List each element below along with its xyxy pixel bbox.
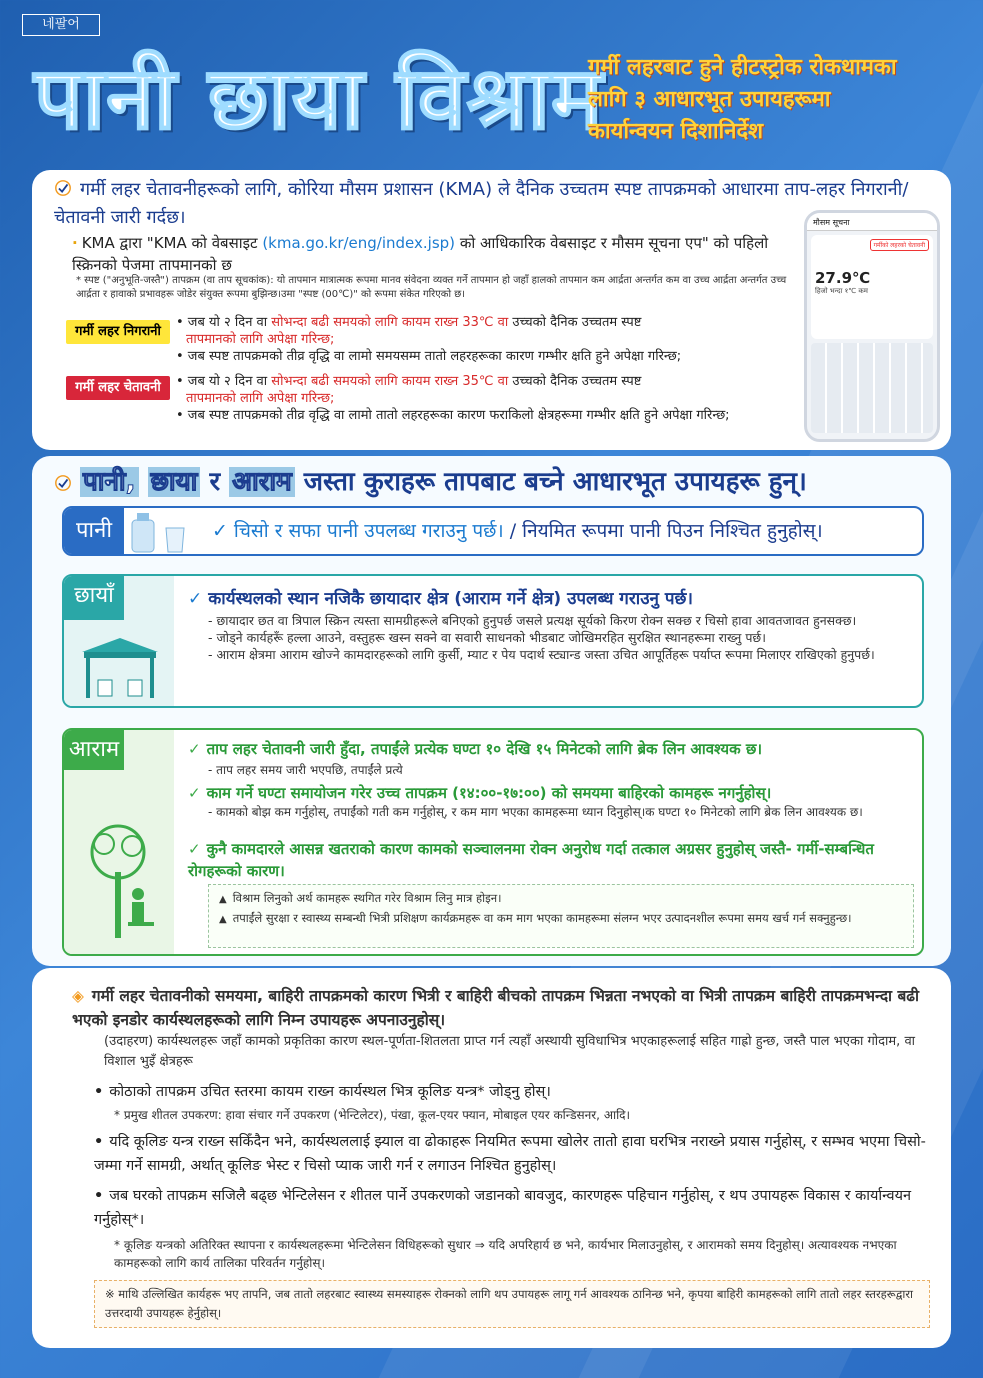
list-item xyxy=(176,314,816,348)
section1-heading xyxy=(54,176,934,232)
weather-card xyxy=(811,235,933,339)
criteria-text: उच्चको दैनिक उच्चतम स्पष्ट xyxy=(508,315,642,330)
rest-heading-text: ताप लहर चेतावनी जारी हुँदा, तपाईंले प्रत्येक घण्टा १० देखि १५ मिनेटको लागि ब्रेक लिन आवश्यक छ। xyxy=(206,740,763,758)
section3-heading-text: गर्मी लहर चेतावनीको समयमा, बाहिरी तापक्रमको कारण भित्री र बाहिरी बीचको तापक्रम भिन्नता नभएको वा भित्री तापक्रम बाहिरी तापक्रमभन्दा बढी भएको इनडोर कार्यस्थलहरूको लागि निम्न उपायहरू अपनाउनुहोस्। xyxy=(72,987,920,1029)
list-item: • जब स्पष्ट तापक्रमको तीव्र वृद्धि वा लामो समयसम्म तातो लहरहरूका कारण गम्भीर क्षति हुने अपेक्षा गरिन्छ; xyxy=(176,349,682,364)
list-item: • जब स्पष्ट तापक्रमको तीव्र वृद्धि वा लामो तातो लहरहरूका कारण फराकिलो क्षेत्रहरूमा गम्भीर क्षति हुने अपेक्षा गरिन्छ; xyxy=(176,408,730,423)
check-icon: ✓ xyxy=(212,520,228,542)
water-text-2: / नियमित रूपमा पानी पिउन निश्चित हुनुहोस्। xyxy=(503,520,823,542)
criteria-highlight: तापमानको लागि अपेक्षा गरिन्छ; xyxy=(186,391,335,406)
check-icon: ✓ xyxy=(188,840,201,858)
check-icon: ✓ xyxy=(188,740,201,758)
apparent-temp-note: * स्पष्ट ("अनुभूति-जस्तै") तापक्रम (वा ताप सूचकांक): यो तापमान मात्रात्मक रूपमा मानव संवेदना व्यक्त गर्ने तापमान हो जहाँ हालको तापमान कम आर्द्रता अन्तर्गत कम वा उच्च आर्द्रता अन्तर्गत उच्च आर्द्रता र हावाको प्रभावहरू जोडेर संयुक्त रूपमा बुझिन्छ।उमा "स्पष्ट (00℃)" को रूपमा संकेत गरिएको छ। xyxy=(76,275,787,300)
page-subtitle xyxy=(588,52,968,148)
shade-heading-text: कार्यस्थलको स्थान नजिकै छायादार क्षेत्र (आराम गर्ने क्षेत्र) उपलब्ध गराउनु पर्छ। xyxy=(208,589,693,609)
section3-heading xyxy=(72,984,932,1032)
highlight-shade: छाया xyxy=(148,467,201,497)
forecast-grid xyxy=(811,343,933,433)
note-line xyxy=(219,909,903,929)
rest-sub-2: - कामको बोझ कम गर्नुहोस्, तपाईंको गती कम गर्नुहोस्, र कम माग भएका कामहरूमा ध्यान दिनुहोस्।क घण्टा १० मिनेटको लागि ब्रेक लिन आवश्यक छ। xyxy=(208,805,863,819)
check-circle-icon xyxy=(54,474,72,492)
rest-heading-2 xyxy=(188,782,918,804)
section2-heading xyxy=(54,462,807,502)
shade-list xyxy=(208,612,918,663)
highlight-water: पानी, xyxy=(80,467,139,497)
criteria-highlight: तापमानको लागि अपेक्षा गरिन्छ; xyxy=(186,332,335,347)
weather-app-screenshot xyxy=(804,210,940,442)
triangle-icon: ▲ xyxy=(219,894,227,905)
criteria-text: • जब यो २ दिन वा xyxy=(176,315,272,330)
measure-item-2 xyxy=(94,1130,942,1178)
list-item xyxy=(176,373,816,407)
measure-text: कोठाको तापक्रम उचित स्तरमा कायम राख्न कार्यस्थल भित्र कूलिङ यन्त्र* जोड्नु होस्। xyxy=(109,1084,551,1100)
criteria-text: उच्चको दैनिक उच्चतम स्पष्ट xyxy=(508,374,642,389)
example-text: (उदाहरण) कार्यस्थलहरू जहाँ कामको प्रकृतिका कारण स्थल-पूर्णता-शितलता प्राप्त गर्न त्यहाँ अस्थायी सुविधाभित्र भएकाहरूलाई सहित गाह्रो हुन्छ, जस्तै पाल भएका गोदाम, वा विशाल भुइँ क्षेत्रहरू xyxy=(104,1034,916,1069)
temp-compare: हिजो भन्दा १℃ कम xyxy=(815,287,868,295)
list-item: - छायादार छत वा त्रिपाल स्क्रिन त्यस्ता सामग्रीहरूले बनिएको हुनुपर्छ जसले प्रत्यक्ष सूर्यको किरण रोक्न सक्छ र चिसो हावा आवतजावत हुनसक्छ। xyxy=(208,613,857,628)
subtitle-line: गर्मी लहरबाट हुने हीटस्ट्रोक रोकथामका xyxy=(588,55,897,80)
shade-heading xyxy=(188,586,693,609)
current-temp: 27.9℃ xyxy=(815,269,871,287)
app-title: मौसम सूचना xyxy=(807,213,937,231)
water-section xyxy=(62,506,924,556)
criteria-text: • जब यो २ दिन वा xyxy=(176,374,272,389)
watch-criteria-list xyxy=(176,314,816,365)
kma-prefix: KMA द्वारा "KMA को वेबसाइट xyxy=(81,234,258,252)
rest-section xyxy=(62,728,924,956)
rest-tag: आराम xyxy=(64,730,124,770)
subtitle-line: लागि ३ आधारभूत उपायहरूमा xyxy=(588,87,831,112)
check-icon: ✓ xyxy=(188,589,203,609)
language-tag: 네팔어 xyxy=(22,14,100,36)
heat-alert-button: गर्मीको लहरको चेतावनी xyxy=(870,239,929,251)
check-icon: ✓ xyxy=(188,784,201,802)
measure-text: यदि कूलिङ यन्त्र राख्न सकिँदैन भने, कार्यस्थललाई झ्याल वा ढोकाहरू नियमित रूपमा खोलेर तातो हावा घरभित्र नराख्ने प्रयास गर्नुहोस्, र सम्भव भएमा चिसो-जम्मा गर्ने सामग्री, अर्थात् कूलिङ भेस्ट र चिसो प्याक जारी गर्न र लगाउन निश्चित हुनुहोस्। xyxy=(94,1134,926,1174)
water-bottle-icon xyxy=(128,510,198,554)
note-text: तपाईंले सुरक्षा र स्वास्थ्य सम्बन्धी भित्री प्रशिक्षण कार्यक्रमहरू वा कम माग भएका कामहरूमा संलग्न भएर उत्पादनशील रूपमा समय खर्च गर्न सक्नुहुन्छ। xyxy=(232,911,852,925)
heading-text: र xyxy=(200,467,230,497)
bullet-icon: • xyxy=(94,1188,104,1204)
warning-criteria-list xyxy=(176,373,816,424)
heatwave-watch-badge: गर्मी लहर निगरानी xyxy=(66,320,170,344)
triangle-icon: ▲ xyxy=(219,914,227,925)
highlight-rest: आराम xyxy=(229,467,295,497)
basic-measures-panel xyxy=(32,456,951,966)
kma-website-link[interactable]: (kma.go.kr/eng/index.jsp) xyxy=(262,234,456,252)
water-tag: पानी xyxy=(64,508,124,554)
list-item: - जोड्ने कार्यहरूँ हल्ला आउने, वस्तुहरू खस्न सक्ने वा सवारी साधनको भीडबाट जोखिमरहित सुरक्षित स्थानहरूमा राख्नु पर्छ। xyxy=(208,630,766,645)
shade-section xyxy=(62,574,924,708)
final-note-box: ※ माथि उल्लिखित कार्यहरू भए तापनि, जब तातो लहरबाट स्वास्थ्य समस्याहरू रोक्नको लागि थप उपायहरू लागू गर्न आवश्यक ठानिन्छ भने, कृपया बाहिरी कामहरूको लागि तातो लहर स्तरहरूद्वारा उत्तरदायी उपायहरू हेर्नुहोस्। xyxy=(94,1280,930,1328)
subtitle-line: कार्यान्वयन दिशानिर्देश xyxy=(588,119,764,144)
list-item: - आराम क्षेत्रमा आराम खोज्ने कामदारहरूको लागि कुर्सी, म्याट र पेय पदार्थ स्ट्यान्ड जस्ता उचित आपूर्तिहरू पर्याप्त रूपमा मिलाएर राखिएको हुनुपर्छ। xyxy=(208,647,875,662)
section1-heading-text: गर्मी लहर चेतावनीहरूको लागि, कोरिया मौसम प्रशासन (KMA) ले दैनिक उच्चतम स्पष्ट तापक्रमको आधारमा ताप-लहर निगरानी/चेतावनी जारी गर्दछ। xyxy=(54,179,909,228)
measure-item-3 xyxy=(94,1184,942,1232)
water-text xyxy=(212,518,823,544)
diamond-icon: ◈ xyxy=(72,987,84,1005)
tree-rest-icon xyxy=(78,822,162,942)
kma-suffix: को आधिकारिक वेबसाइट र मौसम सूचना एप" को पहिलो स्क्रिनको पेजमा तापमानको छ xyxy=(72,234,769,274)
heatwave-alert-panel xyxy=(32,170,951,450)
shade-tag: छायाँ xyxy=(64,576,124,620)
rest-note-box xyxy=(208,884,914,948)
measure-text: जब घरको तापक्रम सजिलै बढ्छ भेन्टिलेसन र शीतल पार्ने उपकरणको जडानको बावजुद, कारणहरू पहिचान गर्नुहोस्, र थप उपायहरू विकास र कार्यान्वयन गर्नुहोस्*। xyxy=(94,1188,912,1228)
note-text: विश्राम लिनुको अर्थ कामहरू स्थगित गरेर विश्राम लिनु मात्र होइन। xyxy=(232,891,502,905)
bullet-icon: • xyxy=(94,1134,104,1150)
rest-heading-1 xyxy=(188,738,918,760)
heading-text: जस्ता कुराहरू तापबाट बच्ने आधारभूत उपायहरू हुन्। xyxy=(294,467,807,497)
measure-sub-3: * कूलिङ यन्त्रको अतिरिक्त स्थापना र कार्यस्थलहरूमा भेन्टिलेसन विधिहरूको सुधार ⇒ यदि अपरिहार्य छ भने, कार्यभार मिलाउनुहोस्, र आरामको समय दिनुहोस्। अत्यावश्यक नभएका कामहरूको लागि कार्य तालिका परिवर्तन गर्नुहोस्। xyxy=(114,1238,897,1270)
rest-heading-text: कुनै कामदारले आसन्न खतराको कारण कामको सञ्चालनमा रोक्न अनुरोध गर्दा तत्काल अग्रसर हुनुहोस् जस्तै- गर्मी-सम्बन्धित रोगहरूको कारण। xyxy=(188,840,874,880)
measure-item-1 xyxy=(94,1080,942,1104)
bullet-icon: • xyxy=(94,1084,104,1100)
water-text-1: चिसो र सफा पानी उपलब्ध गराउनु पर्छ। xyxy=(233,520,504,542)
check-circle-icon xyxy=(54,179,72,197)
measure-sub-1: * प्रमुख शीतल उपकरण: हावा संचार गर्ने उपकरण (भेन्टिलेटर), पंखा, कूल-एयर फ्यान, मोबाइल एयर कन्डिसनर, आदि। xyxy=(114,1108,631,1122)
rest-sub-1: - ताप लहर समय जारी भएपछि, तपाईंले प्रत्ये xyxy=(208,763,403,777)
bullet-icon: · xyxy=(72,234,78,252)
note-line xyxy=(219,889,903,909)
criteria-highlight: सोभन्दा बढी समयको लागि कायम राख्न 35℃ वा xyxy=(271,374,509,389)
indoor-workplace-panel xyxy=(32,968,951,1348)
heatwave-warning-badge: गर्मी लहर चेतावनी xyxy=(66,376,170,400)
rest-heading-3 xyxy=(188,838,918,882)
criteria-highlight: सोभन्दा बढी समयको लागि कायम राख्न 33℃ वा xyxy=(271,315,509,330)
rest-heading-text: काम गर्ने घण्टा समायोजन गरेर उच्च तापक्रम (१४:००-१७:००) को समयमा बाहिरको कामहरू नगर्नुहोस्। xyxy=(206,784,772,802)
page-title: पानी छाया विश्राम xyxy=(34,49,604,149)
kma-info xyxy=(72,232,802,276)
shade-tent-icon xyxy=(78,634,162,700)
